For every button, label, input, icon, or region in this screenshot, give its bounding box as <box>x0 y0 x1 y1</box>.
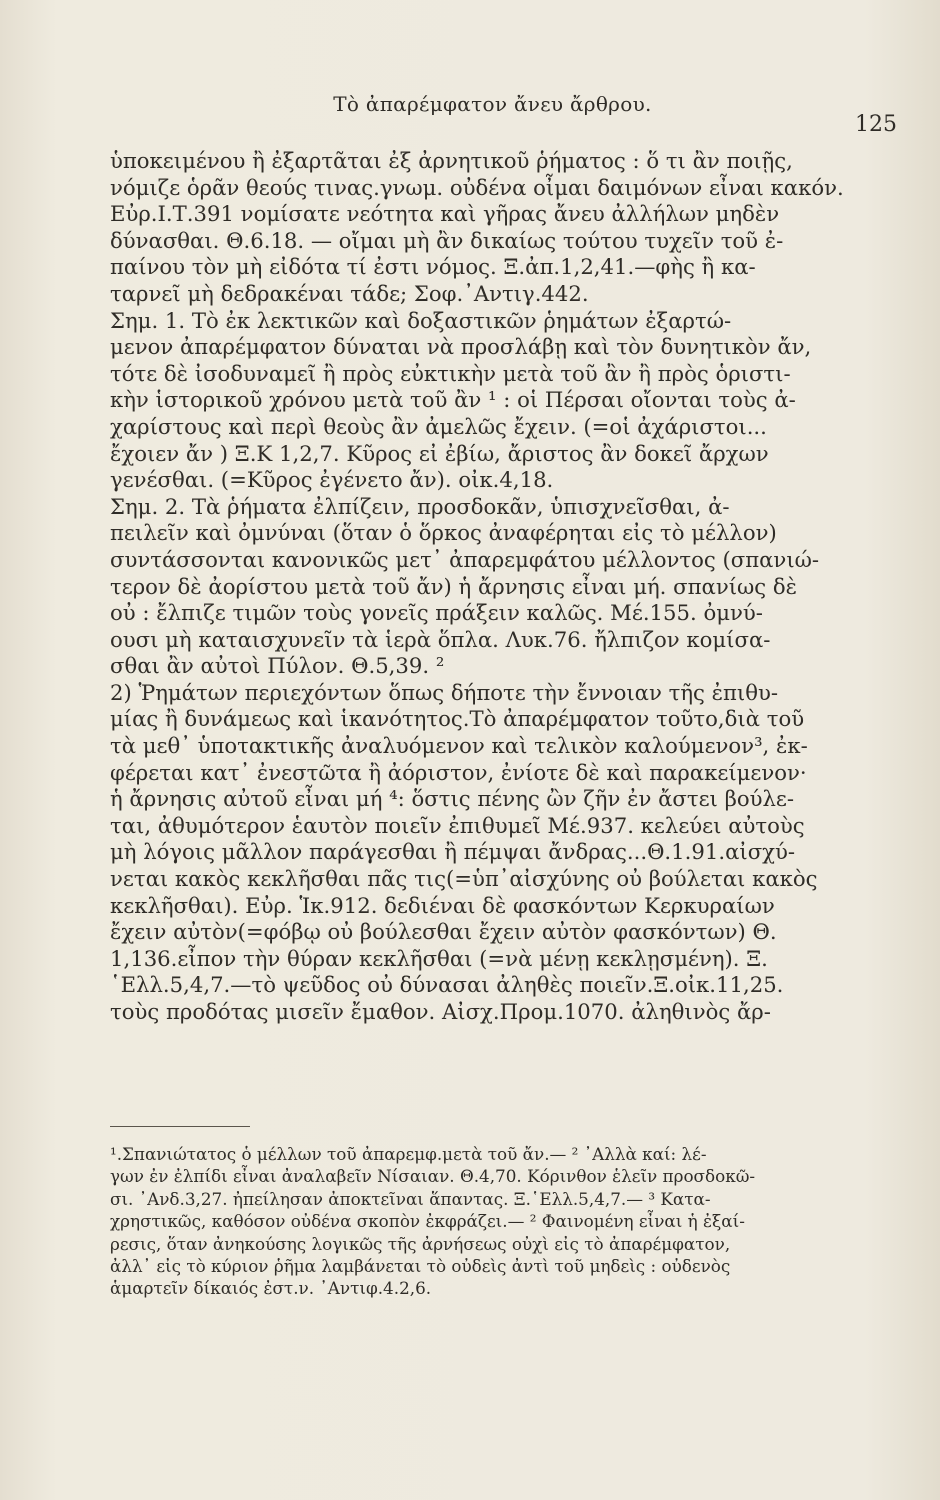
footnote-separator <box>110 1126 250 1127</box>
text-line: τερον δὲ ἀορίστου μετὰ τοῦ ἄν) ἡ ἄρνησις εἶναι μή. σπανίως δὲ <box>110 573 798 599</box>
text-line: δύνασθαι. Θ.6.18. — οἴμαι μὴ ἂν δικαίως τούτου τυχεῖν τοῦ ἐ- <box>110 227 784 253</box>
footnote-line: ἀλλ᾽ εἰς τὸ κύριον ῥῆμα λαμβάνεται τὸ οὐδεὶς ἀντὶ τοῦ μηδεὶς : οὐδενὸς <box>110 1256 731 1277</box>
text-line: τότε δὲ ἰσοδυναμεῖ ἢ πρὸς εὐκτικὴν μετὰ τοῦ ἂν ἢ πρὸς ὁριστι- <box>110 360 791 386</box>
text-line: νόμιζε ὁρᾶν θεούς τινας.γνωμ. οὐδένα οἶμαι δαιμόνων εἶναι κακόν. <box>110 174 844 200</box>
text-line: ἡ ἄρνησις αὐτοῦ εἶναι μή ⁴: ὅστις πένης ὢν ζῆν ἐν ἄστει βούλε- <box>110 786 795 812</box>
text-line: τὰ μεθ᾽ ὑποτακτικῆς ἀναλυόμενον καὶ τελικὸν καλούμενον³, ἐκ- <box>110 733 808 759</box>
text-line: ται, ἀθυμότερον ἑαυτὸν ποιεῖν ἐπιθυμεῖ Μέ.937. κελεύει αὐτοὺς <box>110 812 805 838</box>
text-line: 1,136.εἶπον τὴν θύραν κεκλῆσθαι (=νὰ μένῃ κεκλῃσμένη). Ξ. <box>110 945 768 971</box>
text-line: ἔχοιεν ἄν ) Ξ.Κ 1,2,7. Κῦρος εἰ ἐβίω, ἄριστος ἂν δοκεῖ ἄρχων <box>110 440 769 466</box>
footnotes <box>110 1143 845 1300</box>
text-line: τοὺς προδότας μισεῖν ἔμαθον. Αἰσχ.Προμ.1070. ἀληθινὸς ἄρ- <box>110 999 771 1024</box>
text-line: ουσι μὴ καταισχυνεῖν τὰ ἱερὰ ὅπλα. Λυκ.76. ἤλπιζον κομίσα- <box>110 626 771 652</box>
text-line: ῾Ελλ.5,4,7.—τὸ ψεῦδος οὐ δύνασαι ἀληθὲς ποιεῖν.Ξ.οἰκ.11,25. <box>110 972 784 998</box>
text-line: ἔχειν αὐτὸν(=φόβῳ οὐ βούλεσθαι ἔχειν αὐτὸν φασκόντων) Θ. <box>110 919 777 945</box>
text-line: 2) Ῥημάτων περιεχόντων ὅπως δήποτε τὴν ἔννοιαν τῆς ἐπιθυ- <box>110 679 779 705</box>
text-line: μενον ἀπαρέμφατον δύναται νὰ προσλάβῃ καὶ τὸν δυνητικὸν ἄν, <box>110 334 812 360</box>
footnote-line: ἁμαρτεῖν δίκαιός ἐστ.ν. ᾽Αντιφ.4.2,6. <box>110 1278 432 1299</box>
text-line: νεται κακὸς κεκλῆσθαι πᾶς τις(=ὑπ᾽αἰσχύνης οὐ βούλεται κακὸς <box>110 866 818 892</box>
text-line: κὴν ἱστορικοῦ χρόνου μετὰ τοῦ ἂν ¹ : οἱ Πέρσαι οἴονται τοὺς ἀ- <box>110 387 796 413</box>
text-line: κεκλῆσθαι). Εὐρ. Ἱκ.912. δεδιέναι δὲ φασκόντων Κερκυραίων <box>110 892 775 918</box>
main-text <box>110 148 845 1026</box>
page-number: 125 <box>855 112 897 137</box>
text-line: χαρίστους καὶ περὶ θεοὺς ἂν ἀμελῶς ἔχειν. (=οἱ ἀχάριστοι... <box>110 413 767 439</box>
text-line: οὐ : ἔλπιζε τιμῶν τοὺς γονεῖς πράξειν καλῶς. Μέ.155. ὀμνύ- <box>110 600 763 626</box>
text-line: ὑποκειμένου ἢ ἐξαρτᾶται ἐξ ἀρνητικοῦ ῥήματος : ὅ τι ἂν ποιῇς, <box>110 148 793 173</box>
footnote-line: σι. ᾽Ανδ.3,27. ἠπείλησαν ἀποκτεῖναι ἅπαντας. Ξ.῾Ελλ.5,4,7.— ³ Κατα- <box>110 1188 711 1209</box>
text-line: μίας ἢ δυνάμεως καὶ ἱκανότητος.Τὸ ἀπαρέμφατον τοῦτο,διὰ τοῦ <box>110 706 805 732</box>
text-line: ταρνεῖ μὴ δεδρακέναι τάδε; Σοφ.᾽Αντιγ.442. <box>110 280 589 306</box>
text-line: Σημ. 1. Τὸ ἐκ λεκτικῶν καὶ δοξαστικῶν ῥημάτων ἐξαρτώ- <box>110 307 732 333</box>
text-line: παίνου τὸν μὴ εἰδότα τί ἐστι νόμος. Ξ.ἀπ.1,2,41.—φὴς ἢ κα- <box>110 254 756 280</box>
text-line: πειλεῖν καὶ ὀμνύναι (ὅταν ὁ ὅρκος ἀναφέρηται εἰς τὸ μέλλον) <box>110 520 777 546</box>
text-line: Σημ. 2. Τὰ ῥήματα ἐλπίζειν, προσδοκᾶν, ὑπισχνεῖσθαι, ἀ- <box>110 493 730 519</box>
text-line: σθαι ἂν αὐτοὶ Πύλον. Θ.5,39. ² <box>110 653 445 679</box>
footnote-line: ¹.Σπανιώτατος ὁ μέλλων τοῦ ἀπαρεμφ.μετὰ τοῦ ἄν.— ² ᾽Αλλὰ καί: λέ- <box>110 1144 707 1164</box>
text-line: μὴ λόγοις μᾶλλον παράγεσθαι ἢ πέμψαι ἄνδρας...Θ.1.91.αἰσχύ- <box>110 839 796 865</box>
footnote-line: χρηστικῶς, καθόσον οὐδένα σκοπὸν ἐκφράζει.— ² Φαινομένη εἶναι ἡ ἐξαί- <box>110 1211 745 1232</box>
text-line: γενέσθαι. (=Κῦρος ἐγένετο ἄν). οἰκ.4,18. <box>110 467 554 493</box>
footnote-line: γων ἐν ἐλπίδι εἶναι ἀναλαβεῖν Νίσαιαν. Θ.4,70. Κόρινθον ἑλεῖν προσδοκῶ- <box>110 1166 756 1187</box>
text-line: φέρεται κατ᾽ ἐνεστῶτα ἢ ἀόριστον, ἐνίοτε δὲ καὶ παρακείμενον· <box>110 759 807 785</box>
footnote-line: ρεσις, ὅταν ἀνηκούσης λογικῶς τῆς ἀρνήσεως οὐχὶ εἰς τὸ ἀπαρέμφατον, <box>110 1233 731 1254</box>
text-line: συντάσσονται κανονικῶς μετ᾽ ἀπαρεμφάτου μέλλοντος (σπανιώ- <box>110 546 820 572</box>
running-header: Τὸ ἀπαρέμφατον ἄνευ ἄρθρου. <box>333 92 652 116</box>
text-line: Εὐρ.Ι.Τ.391 νομίσατε νεότητα καὶ γῆρας ἄνευ ἀλλήλων μηδὲν <box>110 201 780 227</box>
